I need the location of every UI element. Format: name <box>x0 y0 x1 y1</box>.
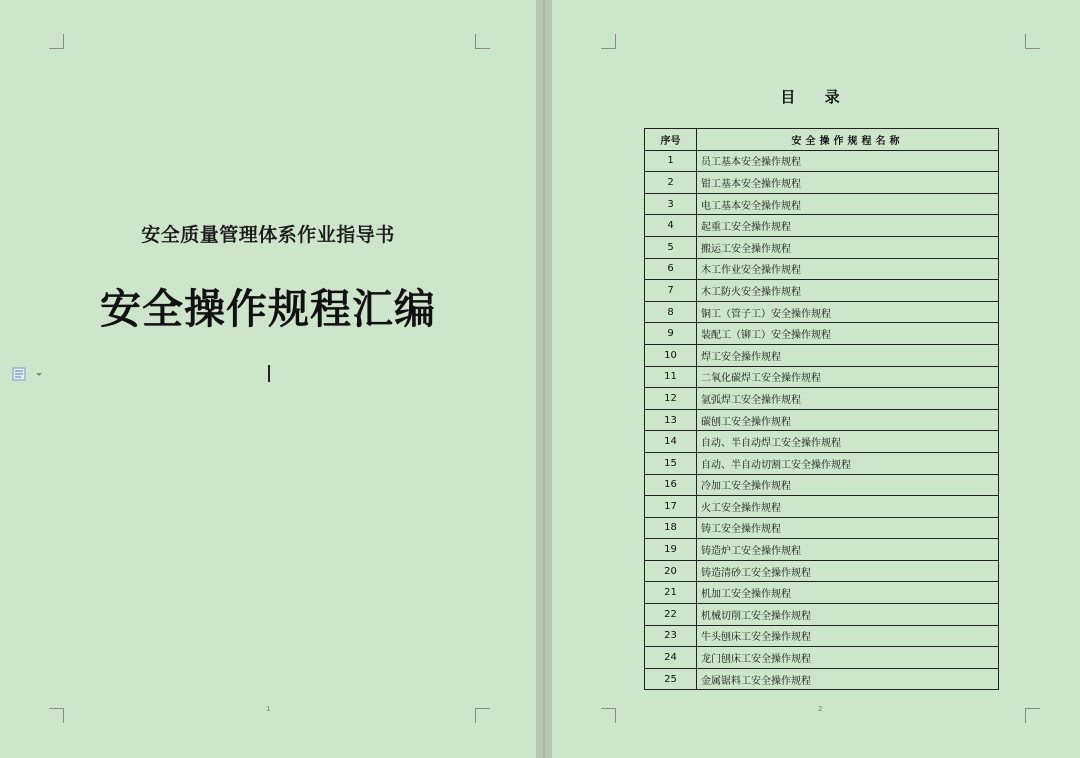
row-name: 钳工基本安全操作规程 <box>697 172 999 194</box>
table-row <box>645 560 999 582</box>
table-row <box>645 668 999 690</box>
cover-page[interactable] <box>0 0 536 758</box>
row-name: 自动、半自动切割工安全操作规程 <box>697 452 999 474</box>
row-number: 13 <box>645 409 697 431</box>
row-name: 搬运工安全操作规程 <box>697 236 999 258</box>
row-name: 自动、半自动焊工安全操作规程 <box>697 431 999 453</box>
table-row <box>645 150 999 172</box>
document-subtitle: 安全质量管理体系作业指导书 <box>141 224 395 246</box>
table-row <box>645 215 999 237</box>
row-name: 铸造炉工安全操作规程 <box>697 539 999 561</box>
table-row <box>645 517 999 539</box>
row-number: 14 <box>645 431 697 453</box>
row-name: 铸工安全操作规程 <box>697 517 999 539</box>
crop-mark-top-right <box>475 34 490 49</box>
table-row <box>645 604 999 626</box>
table-row <box>645 344 999 366</box>
row-number: 8 <box>645 301 697 323</box>
row-number: 3 <box>645 193 697 215</box>
row-name: 铜工（管子工）安全操作规程 <box>697 301 999 323</box>
row-number: 20 <box>645 560 697 582</box>
row-number: 6 <box>645 258 697 280</box>
table-row <box>645 582 999 604</box>
row-number: 2 <box>645 172 697 194</box>
row-name: 铸造清砂工安全操作规程 <box>697 560 999 582</box>
table-row <box>645 539 999 561</box>
row-name: 木工防火安全操作规程 <box>697 280 999 302</box>
toc-table[interactable] <box>644 128 999 690</box>
table-row <box>645 409 999 431</box>
table-row <box>645 258 999 280</box>
row-number: 11 <box>645 366 697 388</box>
row-name: 冷加工安全操作规程 <box>697 474 999 496</box>
row-name: 机加工安全操作规程 <box>697 582 999 604</box>
table-row <box>645 625 999 647</box>
row-number: 16 <box>645 474 697 496</box>
crop-mark-top-left <box>601 34 616 49</box>
crop-mark-bottom-right <box>475 708 490 723</box>
row-number: 4 <box>645 215 697 237</box>
row-name: 二氧化碳焊工安全操作规程 <box>697 366 999 388</box>
toc-page[interactable] <box>552 0 1080 758</box>
paragraph-options-icon[interactable] <box>12 366 42 380</box>
row-number: 22 <box>645 604 697 626</box>
row-name: 装配工（铆工）安全操作规程 <box>697 323 999 345</box>
document-title: 安全操作规程汇编 <box>100 285 436 333</box>
page-number: 2 <box>818 705 823 713</box>
row-name: 氩弧焊工安全操作规程 <box>697 388 999 410</box>
page-number: 1 <box>266 705 271 713</box>
table-row <box>645 193 999 215</box>
row-name: 龙门刨床工安全操作规程 <box>697 647 999 669</box>
row-name: 电工基本安全操作规程 <box>697 193 999 215</box>
row-name: 员工基本安全操作规程 <box>697 150 999 172</box>
column-header-name: 安全操作规程名称 <box>697 129 999 151</box>
table-row <box>645 236 999 258</box>
row-name: 机械切削工安全操作规程 <box>697 604 999 626</box>
row-name: 火工安全操作规程 <box>697 496 999 518</box>
row-name: 焊工安全操作规程 <box>697 344 999 366</box>
table-row <box>645 301 999 323</box>
table-row <box>645 366 999 388</box>
row-number: 23 <box>645 625 697 647</box>
row-number: 15 <box>645 452 697 474</box>
table-row <box>645 323 999 345</box>
row-number: 17 <box>645 496 697 518</box>
crop-mark-top-left <box>49 34 64 49</box>
table-row <box>645 388 999 410</box>
row-number: 18 <box>645 517 697 539</box>
table-row <box>645 647 999 669</box>
gutter-divider <box>543 0 545 758</box>
table-row <box>645 496 999 518</box>
table-row <box>645 452 999 474</box>
toc-header-row <box>645 129 999 151</box>
crop-mark-bottom-left <box>601 708 616 723</box>
row-number: 21 <box>645 582 697 604</box>
row-number: 12 <box>645 388 697 410</box>
table-row <box>645 474 999 496</box>
row-number: 9 <box>645 323 697 345</box>
table-row <box>645 431 999 453</box>
table-row <box>645 280 999 302</box>
text-cursor <box>268 365 270 382</box>
row-number: 7 <box>645 280 697 302</box>
row-number: 19 <box>645 539 697 561</box>
row-number: 10 <box>645 344 697 366</box>
row-number: 25 <box>645 668 697 690</box>
row-number: 1 <box>645 150 697 172</box>
row-number: 24 <box>645 647 697 669</box>
crop-mark-bottom-left <box>49 708 64 723</box>
column-header-number: 序号 <box>645 129 697 151</box>
row-number: 5 <box>645 236 697 258</box>
crop-mark-top-right <box>1025 34 1040 49</box>
crop-mark-bottom-right <box>1025 708 1040 723</box>
row-name: 起重工安全操作规程 <box>697 215 999 237</box>
table-row <box>645 172 999 194</box>
row-name: 木工作业安全操作规程 <box>697 258 999 280</box>
row-name: 牛头刨床工安全操作规程 <box>697 625 999 647</box>
row-name: 金属锯料工安全操作规程 <box>697 668 999 690</box>
row-name: 碳刨工安全操作规程 <box>697 409 999 431</box>
toc-heading: 目 录 <box>780 88 852 106</box>
